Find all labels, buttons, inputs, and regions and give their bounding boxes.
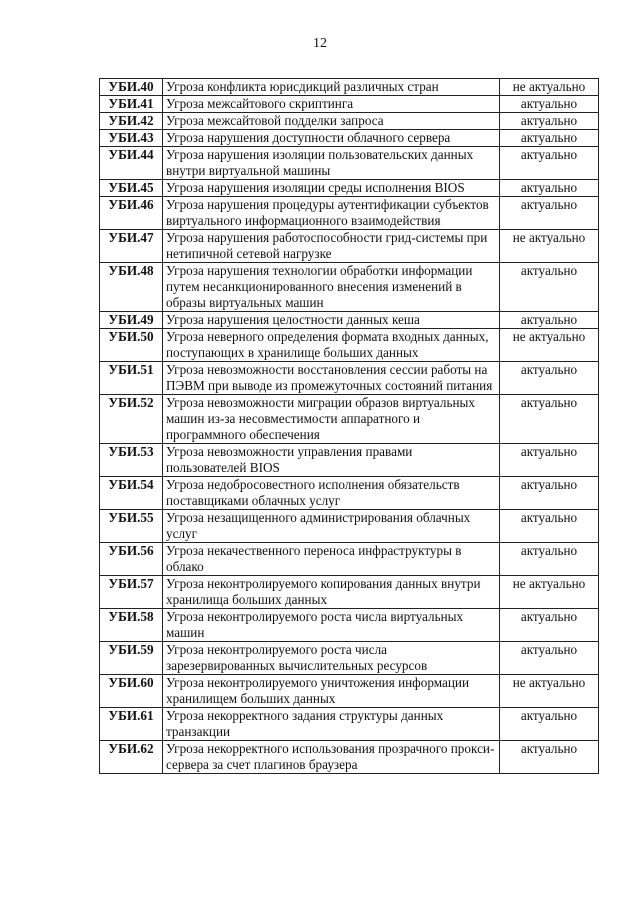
threat-status: актуально — [500, 444, 599, 477]
threat-code: УБИ.52 — [100, 395, 163, 444]
table-row — [100, 642, 599, 675]
threat-name: Угроза межсайтового скриптинга — [163, 96, 500, 113]
table-row — [100, 395, 599, 444]
threat-name: Угроза неверного определения формата входных данных, поступающих в хранилище больших данных — [163, 329, 500, 362]
table-row — [100, 543, 599, 576]
threat-status: актуально — [500, 312, 599, 329]
threat-code: УБИ.62 — [100, 741, 163, 774]
threat-status: актуально — [500, 197, 599, 230]
table-row — [100, 230, 599, 263]
table-row — [100, 79, 599, 96]
threat-code: УБИ.51 — [100, 362, 163, 395]
table-row — [100, 197, 599, 230]
threat-status: актуально — [500, 477, 599, 510]
threat-code: УБИ.57 — [100, 576, 163, 609]
threat-name: Угроза нарушения процедуры аутентификации субъектов виртуального информационного взаимодействия — [163, 197, 500, 230]
threat-name: Угроза конфликта юрисдикций различных стран — [163, 79, 500, 96]
threat-name: Угроза неконтролируемого роста числа виртуальных машин — [163, 609, 500, 642]
threat-name: Угроза неконтролируемого роста числа зарезервированных вычислительных ресурсов — [163, 642, 500, 675]
threat-code: УБИ.60 — [100, 675, 163, 708]
threat-code: УБИ.54 — [100, 477, 163, 510]
threat-name: Угроза незащищенного администрирования облачных услуг — [163, 510, 500, 543]
threat-status: актуально — [500, 263, 599, 312]
threat-status: не актуально — [500, 79, 599, 96]
threat-status: актуально — [500, 642, 599, 675]
threats-table — [99, 78, 599, 774]
table-row — [100, 312, 599, 329]
table-row — [100, 329, 599, 362]
threat-code: УБИ.45 — [100, 180, 163, 197]
threat-name: Угроза невозможности управления правами пользователей BIOS — [163, 444, 500, 477]
threat-name: Угроза недобросовестного исполнения обязательств поставщиками облачных услуг — [163, 477, 500, 510]
table-row — [100, 444, 599, 477]
threat-name: Угроза некорректного использования прозрачного прокси-сервера за счет плагинов браузера — [163, 741, 500, 774]
table-row — [100, 96, 599, 113]
table-row — [100, 741, 599, 774]
table-row — [100, 362, 599, 395]
threat-status: актуально — [500, 113, 599, 130]
threat-code: УБИ.46 — [100, 197, 163, 230]
table-row — [100, 113, 599, 130]
threat-code: УБИ.58 — [100, 609, 163, 642]
threat-status: актуально — [500, 543, 599, 576]
threat-name: Угроза невозможности миграции образов виртуальных машин из-за несовместимости аппаратного и программного обеспечения — [163, 395, 500, 444]
threat-code: УБИ.42 — [100, 113, 163, 130]
threat-status: актуально — [500, 147, 599, 180]
threat-code: УБИ.40 — [100, 79, 163, 96]
threat-code: УБИ.49 — [100, 312, 163, 329]
threat-code: УБИ.47 — [100, 230, 163, 263]
threat-status: не актуально — [500, 329, 599, 362]
table-row — [100, 576, 599, 609]
threat-name: Угроза неконтролируемого копирования данных внутри хранилища больших данных — [163, 576, 500, 609]
threat-status: актуально — [500, 510, 599, 543]
threat-name: Угроза невозможности восстановления сессии работы на ПЭВМ при выводе из промежуточных состояний питания — [163, 362, 500, 395]
threat-status: актуально — [500, 96, 599, 113]
threat-status: не актуально — [500, 576, 599, 609]
threat-code: УБИ.61 — [100, 708, 163, 741]
threat-name: Угроза нарушения изоляции пользовательских данных внутри виртуальной машины — [163, 147, 500, 180]
threat-code: УБИ.53 — [100, 444, 163, 477]
threat-code: УБИ.50 — [100, 329, 163, 362]
threat-name: Угроза некачественного переноса инфраструктуры в облако — [163, 543, 500, 576]
table-row — [100, 180, 599, 197]
table-row — [100, 263, 599, 312]
threat-code: УБИ.59 — [100, 642, 163, 675]
threat-name: Угроза нарушения изоляции среды исполнения BIOS — [163, 180, 500, 197]
threat-status: актуально — [500, 609, 599, 642]
threat-code: УБИ.55 — [100, 510, 163, 543]
threat-code: УБИ.44 — [100, 147, 163, 180]
threat-name: Угроза нарушения работоспособности грид-системы при нетипичной сетевой нагрузке — [163, 230, 500, 263]
threat-status: не актуально — [500, 675, 599, 708]
page-number: 12 — [313, 36, 327, 51]
threat-name: Угроза некорректного задания структуры данных транзакции — [163, 708, 500, 741]
threat-status: не актуально — [500, 230, 599, 263]
threats-table-body — [100, 79, 599, 774]
threat-status: актуально — [500, 362, 599, 395]
threat-code: УБИ.43 — [100, 130, 163, 147]
threat-status: актуально — [500, 708, 599, 741]
threat-name: Угроза нарушения доступности облачного сервера — [163, 130, 500, 147]
threat-code: УБИ.56 — [100, 543, 163, 576]
threat-status: актуально — [500, 130, 599, 147]
table-row — [100, 510, 599, 543]
threat-name: Угроза межсайтовой подделки запроса — [163, 113, 500, 130]
threat-code: УБИ.48 — [100, 263, 163, 312]
threat-name: Угроза нарушения целостности данных кеша — [163, 312, 500, 329]
threat-code: УБИ.41 — [100, 96, 163, 113]
table-row — [100, 130, 599, 147]
threat-status: актуально — [500, 741, 599, 774]
table-row — [100, 675, 599, 708]
threat-name: Угроза нарушения технологии обработки информации путем несанкционированного внесения изменений в образы виртуальных машин — [163, 263, 500, 312]
table-row — [100, 477, 599, 510]
table-row — [100, 147, 599, 180]
threat-status: актуально — [500, 180, 599, 197]
threat-name: Угроза неконтролируемого уничтожения информации хранилищем больших данных — [163, 675, 500, 708]
table-row — [100, 708, 599, 741]
table-row — [100, 609, 599, 642]
threat-status: актуально — [500, 395, 599, 444]
